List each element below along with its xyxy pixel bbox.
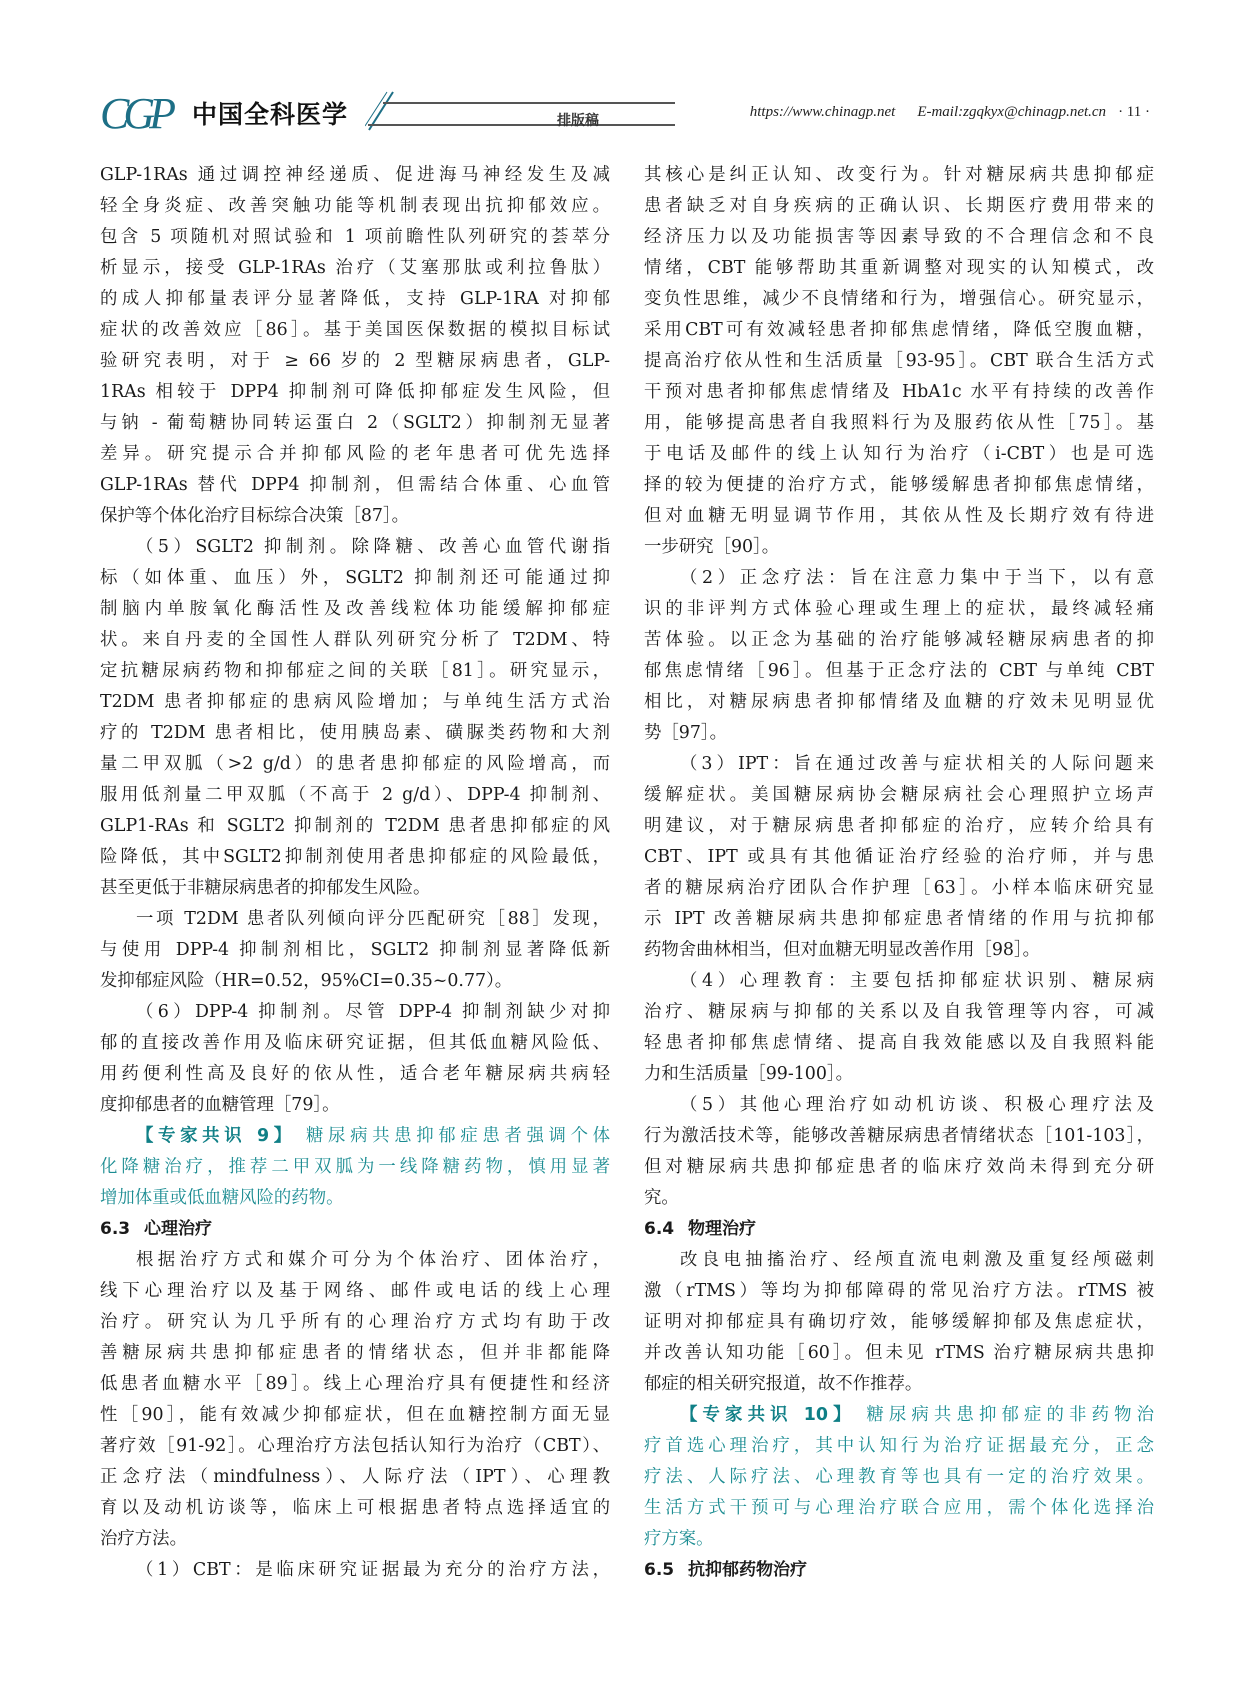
text-line: 但对糖尿病共患抑郁症患者的临床疗效尚未得到充分研 <box>644 1157 1154 1177</box>
expert-consensus-line <box>100 1121 610 1152</box>
text-line: 于电话及邮件的线上认知行为治疗（i-CBT）也是可选 <box>644 444 1154 464</box>
expert-consensus-line <box>644 1462 1154 1493</box>
text-line: 根据治疗方式和媒介可分为个体治疗、团体治疗， <box>136 1250 610 1270</box>
section-title: 抗抑郁药物治疗 <box>688 1560 807 1580</box>
text-line: GLP1-RAs 和 SGLT2 抑制剂的 T2DM 患者患抑郁症的风 <box>100 816 610 836</box>
text-line: 采用CBT可有效减轻患者抑郁焦虑情绪，降低空腹血糖， <box>644 320 1154 340</box>
text-line: 低患者血糖水平［89］。线上心理治疗具有便捷性和经济 <box>100 1374 610 1394</box>
text-line: （2）正念疗法：旨在注意力集中于当下，以有意 <box>680 568 1154 588</box>
text-line: GLP-1RAs 替代 DPP4 抑制剂，但需结合体重、心血管 <box>100 475 610 495</box>
page-number: · 11 · <box>1118 104 1150 120</box>
journal-title: 中国全科医学 <box>192 100 349 129</box>
consensus-text: 生活方式干预可与心理治疗联合应用，需个体化选择治 <box>644 1498 1154 1518</box>
expert-consensus-line <box>644 1431 1154 1462</box>
text-line: （1）CBT：是临床研究证据最为充分的治疗方法， <box>136 1560 610 1580</box>
text-line: 甚至更低于非糖尿病患者的抑郁发生风险。 <box>100 878 431 898</box>
text-line: 善糖尿病共患抑郁症患者的情绪状态，但并非都能降 <box>100 1343 610 1363</box>
text-line: 郁症的相关研究报道，故不作推荐。 <box>644 1374 923 1394</box>
text-line: 差异。研究提示合并抑郁风险的老年患者可优先选择 <box>100 444 610 464</box>
text-line: 定抗糖尿病药物和抑郁症之间的关联［81］。研究显示， <box>100 661 610 681</box>
text-line: 制脑内单胺氧化酶活性及改善线粒体功能缓解抑郁症 <box>100 599 610 619</box>
expert-consensus-line <box>644 1400 1154 1431</box>
text-line: 干预对患者抑郁焦虑情绪及 HbA1c 水平有持续的改善作 <box>644 382 1154 402</box>
header-contact <box>750 104 1150 121</box>
text-line: 一项 T2DM 患者队列倾向评分匹配研究［88］发现， <box>136 909 610 929</box>
section-title: 物理治疗 <box>688 1219 756 1239</box>
consensus-text: 化降糖治疗，推荐二甲双胍为一线降糖药物，慎用显著 <box>100 1157 610 1177</box>
section-heading <box>100 1214 610 1245</box>
draft-label: 排版稿 <box>557 113 599 129</box>
text-line: （5）SGLT2 抑制剂。除降糖、改善心血管代谢指 <box>136 537 610 557</box>
text-line: 患者缺乏对自身疾病的正确认识、长期医疗费用带来的 <box>644 196 1154 216</box>
text-line: 究。 <box>644 1188 679 1208</box>
website-link[interactable]: https://www.chinagp.net <box>749 104 896 120</box>
consensus-label: 【专家共识 9】 <box>136 1126 296 1146</box>
text-line: GLP-1RAs 通过调控神经递质、促进海马神经发生及减 <box>100 165 610 185</box>
text-line: 险降低，其中SGLT2抑制剂使用者患抑郁症的风险最低， <box>100 847 610 867</box>
text-line: 治疗、糖尿病与抑郁的关系以及自我管理等内容，可减 <box>644 1002 1154 1022</box>
consensus-label: 【专家共识 10】 <box>680 1405 856 1425</box>
text-line: 服用低剂量二甲双胍（不高于 2 g/d）、DPP-4 抑制剂、 <box>100 785 610 805</box>
email-link[interactable]: E-mail:zgqkyx@chinagp.net.cn <box>917 104 1107 120</box>
text-line: 经济压力以及功能损害等因素导致的不合理信念和不良 <box>644 227 1154 247</box>
header-rule-top <box>383 102 675 104</box>
expert-consensus-line <box>100 1152 610 1183</box>
text-line: 苦体验。以正念为基础的治疗能够减轻糖尿病患者的抑 <box>644 630 1154 650</box>
text-line: 量二甲双胍（>2 g/d）的患者患抑郁症的风险增高，而 <box>100 754 610 774</box>
text-line: 线下心理治疗以及基于网络、邮件或电话的线上心理 <box>100 1281 610 1301</box>
text-line: （5）其他心理治疗如动机访谈、积极心理疗法及 <box>680 1095 1154 1115</box>
text-line: 发抑郁症风险（HR=0.52，95%CI=0.35~0.77）。 <box>100 971 513 991</box>
text-line: 轻患者抑郁焦虑情绪、提高自我效能感以及自我照料能 <box>644 1033 1154 1053</box>
text-line: （6）DPP-4 抑制剂。尽管 DPP-4 抑制剂缺少对抑 <box>136 1002 610 1022</box>
text-line: 变负性思维，减少不良情绪和行为，增强信心。研究显示， <box>644 289 1154 309</box>
text-line: T2DM 患者抑郁症的患病风险增加；与单纯生活方式治 <box>100 692 610 712</box>
text-line: 的成人抑郁量表评分显著降低，支持 GLP-1RA 对抑郁 <box>100 289 610 309</box>
text-line: （4）心理教育：主要包括抑郁症状识别、糖尿病 <box>680 971 1154 991</box>
text-line: 激（rTMS）等均为抑郁障碍的常见治疗方法。rTMS 被 <box>644 1281 1154 1301</box>
header-rule-bottom <box>368 124 675 126</box>
text-line: 郁焦虑情绪［96］。但基于正念疗法的 CBT 与单纯 CBT <box>644 661 1154 681</box>
text-line: 择的较为便捷的治疗方式，能够缓解患者抑郁焦虑情绪， <box>644 475 1154 495</box>
text-line: 析显示，接受 GLP-1RAs 治疗（艾塞那肽或利拉鲁肽） <box>100 258 610 278</box>
expert-consensus-line <box>644 1524 1154 1555</box>
text-line: 相比，对糖尿病患者抑郁情绪及血糖的疗效未见明显优 <box>644 692 1154 712</box>
text-line: 用药便利性高及良好的依从性，适合老年糖尿病共病轻 <box>100 1064 610 1084</box>
text-line: 包含 5 项随机对照试验和 1 项前瞻性队列研究的荟萃分 <box>100 227 610 247</box>
consensus-text: 疗方案。 <box>644 1529 714 1549</box>
text-line: 药物舍曲林相当，但对血糖无明显改善作用［98］。 <box>644 940 1041 960</box>
text-line: 正念疗法（mindfulness）、人际疗法（IPT）、心理教 <box>100 1467 610 1487</box>
expert-consensus-line <box>644 1493 1154 1524</box>
expert-consensus-line <box>100 1183 610 1214</box>
consensus-text: 糖尿病共患抑郁症患者强调个体 <box>295 1126 611 1146</box>
text-line: 1RAs 相较于 DPP4 抑制剂可降低抑郁症发生风险，但 <box>100 382 610 402</box>
text-line: 性［90］，能有效减少抑郁症状，但在血糖控制方面无显 <box>100 1405 610 1425</box>
text-line: CBT、IPT 或具有其他循证治疗经验的治疗师，并与患 <box>644 847 1154 867</box>
consensus-text: 增加体重或低血糖风险的药物。 <box>100 1188 344 1208</box>
text-line: 保护等个体化治疗目标综合决策［87］。 <box>100 506 410 526</box>
text-line: （3）IPT：旨在通过改善与症状相关的人际问题来 <box>680 754 1154 774</box>
text-line: 验研究表明，对于 ≥ 66 岁的 2 型糖尿病患者，GLP- <box>100 351 610 371</box>
text-line: 疗的 T2DM 患者相比，使用胰岛素、磺脲类药物和大剂 <box>100 723 610 743</box>
text-line: 识的非评判方式体验心理或生理上的症状，最终减轻痛 <box>644 599 1154 619</box>
text-line: 用，能够提高患者自我照料行为及服药依从性［75］。基 <box>644 413 1154 433</box>
text-line: 并改善认知功能［60］。但未见 rTMS 治疗糖尿病共患抑 <box>644 1343 1154 1363</box>
text-line: 著疗效［91-92］。心理治疗方法包括认知行为治疗（CBT）、 <box>100 1436 610 1456</box>
text-line: 其核心是纠正认知、改变行为。针对糖尿病共患抑郁症 <box>644 165 1154 185</box>
text-line: 状。来自丹麦的全国性人群队列研究分析了 T2DM、特 <box>100 630 610 650</box>
text-line: 示 IPT 改善糖尿病共患抑郁症患者情绪的作用与抗抑郁 <box>644 909 1154 929</box>
text-line: 提高治疗依从性和生活质量［93-95］。CBT 联合生活方式 <box>644 351 1154 371</box>
text-line: 势［97］。 <box>644 723 727 743</box>
text-line: 改良电抽搐治疗、经颅直流电刺激及重复经颅磁刺 <box>680 1250 1154 1270</box>
text-line: 症状的改善效应［86］。基于美国医保数据的模拟目标试 <box>100 320 610 340</box>
right-column <box>644 160 1154 1586</box>
consensus-text: 疗首选心理治疗，其中认知行为治疗证据最充分，正念 <box>644 1436 1154 1456</box>
text-line: 行为激活技术等，能够改善糖尿病患者情绪状态［101-103］， <box>644 1126 1154 1146</box>
text-line: 标（如体重、血压）外，SGLT2 抑制剂还可能通过抑 <box>100 568 610 588</box>
consensus-text: 糖尿病共患抑郁症的非药物治 <box>855 1405 1155 1425</box>
section-number: 6.5 <box>644 1560 675 1580</box>
section-number: 6.3 <box>100 1219 131 1239</box>
text-line: 力和生活质量［99-100］。 <box>644 1064 854 1084</box>
text-line: 与使用 DPP-4 抑制剂相比，SGLT2 抑制剂显著降低新 <box>100 940 610 960</box>
section-number: 6.4 <box>644 1219 675 1239</box>
text-line: 证明对抑郁症具有确切疗效，能够缓解抑郁及焦虑症状， <box>644 1312 1154 1332</box>
section-heading <box>644 1214 1154 1245</box>
text-line: 郁的直接改善作用及临床研究证据，但其低血糖风险低、 <box>100 1033 610 1053</box>
page-header <box>100 84 1150 138</box>
section-heading <box>644 1555 1154 1586</box>
text-line: 轻全身炎症、改善突触功能等机制表现出抗抑郁效应。 <box>100 196 610 216</box>
journal-logo: CGP <box>100 89 170 138</box>
text-line: 与钠 - 葡萄糖协同转运蛋白 2（SGLT2）抑制剂无显著 <box>100 413 610 433</box>
text-line: 缓解症状。美国糖尿病协会糖尿病社会心理照护立场声 <box>644 785 1154 805</box>
text-line: 者的糖尿病治疗团队合作护理［63］。小样本临床研究显 <box>644 878 1154 898</box>
text-line: 情绪，CBT 能够帮助其重新调整对现实的认知模式，改 <box>644 258 1154 278</box>
text-line: 一步研究［90］。 <box>644 537 780 557</box>
consensus-text: 疗法、人际疗法、心理教育等也具有一定的治疗效果。 <box>644 1467 1154 1487</box>
text-line: 但对血糖无明显调节作用，其依从性及长期疗效有待进 <box>644 506 1154 526</box>
text-line: 治疗。研究认为几乎所有的心理治疗方式均有助于改 <box>100 1312 610 1332</box>
text-line: 治疗方法。 <box>100 1529 187 1549</box>
text-line: 明建议，对于糖尿病患者抑郁症的治疗，应转介给具有 <box>644 816 1154 836</box>
left-column <box>100 160 610 1586</box>
section-title: 心理治疗 <box>144 1219 212 1239</box>
text-line: 度抑郁患者的血糖管理［79］。 <box>100 1095 340 1115</box>
text-line: 育以及动机访谈等，临床上可根据患者特点选择适宜的 <box>100 1498 610 1518</box>
